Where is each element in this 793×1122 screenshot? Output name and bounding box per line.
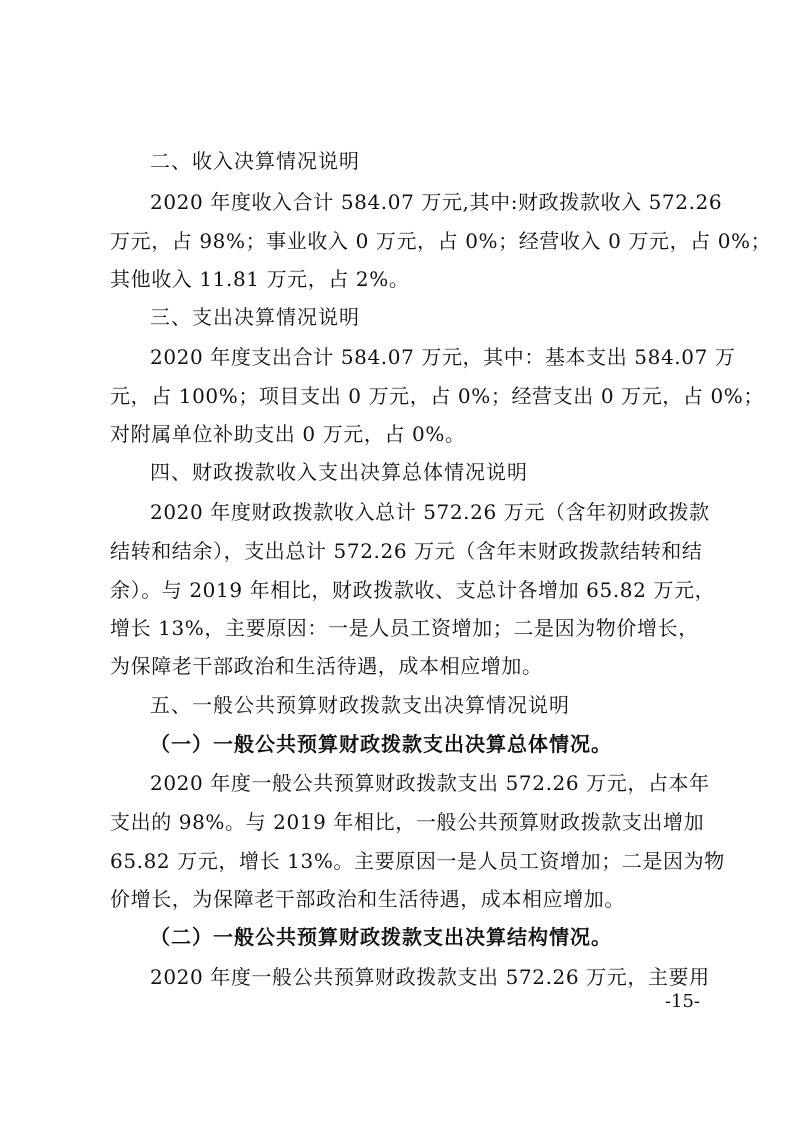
section-heading-fiscal: 四、财政拨款收入支出决算总体情况说明 xyxy=(150,460,528,484)
paragraph-line: 2020 年度支出合计 584.07 万元，其中：基本支出 584.07 万 xyxy=(150,345,736,369)
paragraph-line: 65.82 万元，增长 13%。主要原因一是人员工资增加；二是因为物 xyxy=(110,849,725,873)
paragraph-line: 结转和结余），支出总计 572.26 万元（含年末财政拨款结转和结 xyxy=(110,539,703,563)
paragraph-line: 其他收入 11.81 万元，占 2%。 xyxy=(110,267,410,291)
paragraph-line: 2020 年度收入合计 584.07 万元,其中:财政拨款收入 572.26 xyxy=(150,190,723,214)
section-heading-income: 二、收入决算情况说明 xyxy=(150,149,360,173)
paragraph-line: 支出的 98%。与 2019 年相比，一般公共预算财政拨款支出增加 xyxy=(110,810,705,834)
page-number: -15- xyxy=(664,991,700,1012)
paragraph-line: 对附属单位补助支出 0 万元，占 0%。 xyxy=(110,422,466,446)
subsection-heading-overall: （一）一般公共预算财政拨款支出决算总体情况。 xyxy=(150,732,612,756)
section-heading-general-budget: 五、一般公共预算财政拨款支出决算情况说明 xyxy=(150,693,570,717)
paragraph-line: 增长 13%，主要原因：一是人员工资增加；二是因为物价增长， xyxy=(110,616,699,640)
paragraph-line: 万元，占 98%；事业收入 0 万元，占 0%；经营收入 0 万元，占 0%； xyxy=(110,229,772,253)
paragraph-line: 2020 年度财政拨款收入总计 572.26 万元（含年初财政拨款 xyxy=(150,500,710,524)
subsection-heading-structure: （二）一般公共预算财政拨款支出决算结构情况。 xyxy=(150,925,612,949)
paragraph-line: 2020 年度一般公共预算财政拨款支出 572.26 万元，主要用 xyxy=(150,965,710,989)
paragraph-line: 余）。与 2019 年相比，财政拨款收、支总计各增加 65.82 万元， xyxy=(110,578,716,602)
paragraph-line: 元，占 100%；项目支出 0 万元，占 0%；经营支出 0 万元，占 0%； xyxy=(110,384,764,408)
paragraph-line: 价增长，为保障老干部政治和生活待遇，成本相应增加。 xyxy=(110,887,625,911)
paragraph-line: 为保障老干部政治和生活待遇，成本相应增加。 xyxy=(110,654,543,678)
paragraph-line: 2020 年度一般公共预算财政拨款支出 572.26 万元，占本年 xyxy=(150,771,710,795)
section-heading-expenditure: 三、支出决算情况说明 xyxy=(150,305,360,329)
